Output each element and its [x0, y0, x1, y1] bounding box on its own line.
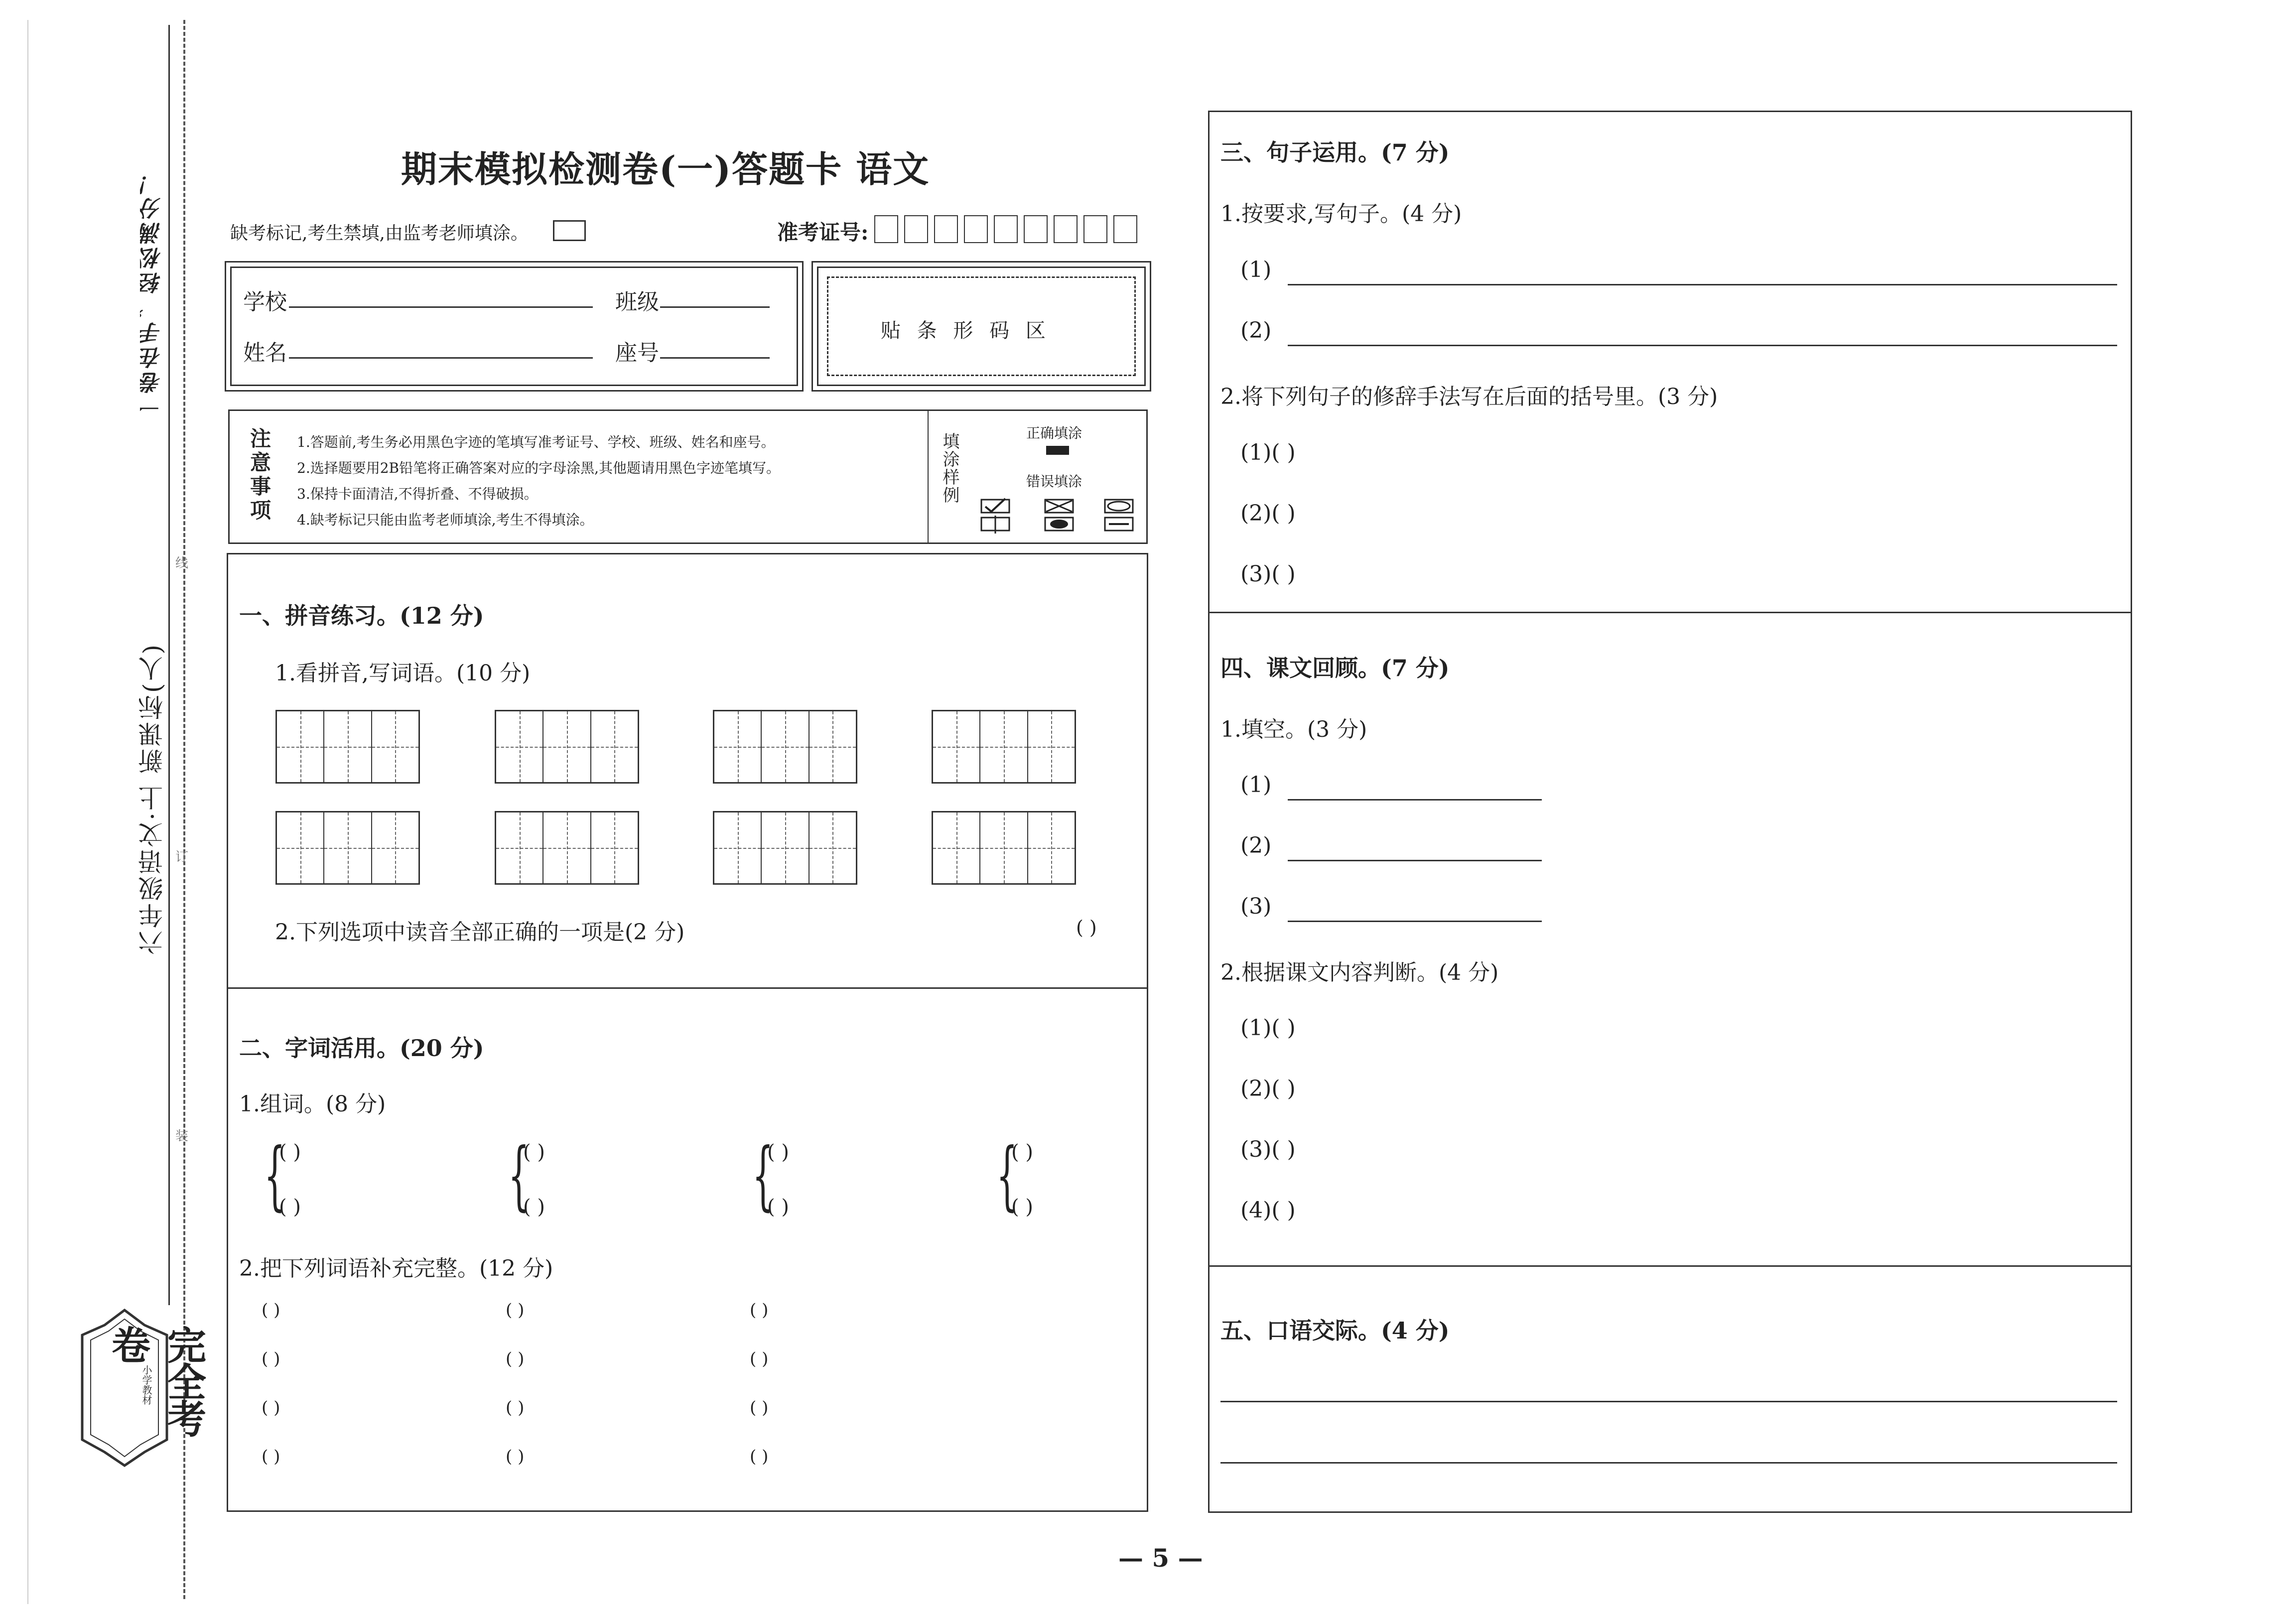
absent-mark-box[interactable] — [553, 220, 586, 241]
section4-q1-item2-line[interactable] — [1288, 860, 1542, 861]
name-field[interactable] — [289, 357, 593, 359]
exam-id-label: 准考证号: — [777, 220, 869, 245]
name-label: 姓名 — [243, 340, 287, 366]
section5-line-1[interactable] — [1220, 1401, 2117, 1402]
book-info: 六年级语文·上 新课标(人) — [138, 643, 167, 955]
fill-blank[interactable]: ( ) — [750, 1398, 769, 1418]
word-group[interactable]: { ( ) ( ) — [264, 1132, 301, 1219]
section-divider-3 — [1208, 1265, 2132, 1267]
fill-blank[interactable]: ( ) — [506, 1447, 525, 1467]
student-info-box — [230, 267, 798, 386]
section4-q1-item2-label: (2) — [1240, 833, 1272, 858]
section3-q2: 2.将下列句子的修辞手法写在后面的括号里。(3 分) — [1220, 384, 1718, 409]
correct-sample-mark — [1046, 446, 1069, 455]
fill-blank[interactable]: ( ) — [506, 1398, 525, 1418]
notice-divider — [928, 409, 929, 544]
section4-q2: 2.根据课文内容判断。(4 分) — [1220, 960, 1499, 985]
word-group[interactable]: { ( ) ( ) — [996, 1132, 1033, 1219]
fill-blank[interactable]: ( ) — [262, 1447, 280, 1467]
section3-title: 三、句子运用。(7 分) — [1220, 139, 1450, 166]
section1-q2-answer[interactable]: ( ) — [1076, 917, 1097, 939]
notice-title: 注意事项 — [247, 427, 271, 523]
sample-title: 填涂样例 — [940, 432, 959, 504]
section4-q1-item3-label: (3) — [1240, 894, 1272, 919]
pinyin-grid[interactable] — [713, 811, 857, 885]
section3-q2-item2[interactable]: (2)( ) — [1240, 501, 1296, 526]
section3-q1-item1-line[interactable] — [1288, 284, 2117, 285]
page-number: — 5 — — [1118, 1543, 1203, 1573]
word-group[interactable]: { ( ) ( ) — [508, 1132, 545, 1219]
section4-q1: 1.填空。(3 分) — [1220, 717, 1367, 742]
section2-q2: 2.把下列词语补充完整。(12 分) — [239, 1256, 553, 1281]
section4-q2-item2[interactable]: (2)( ) — [1240, 1076, 1296, 1101]
exam-id-cells[interactable] — [874, 215, 1143, 243]
pinyin-grid[interactable] — [932, 710, 1076, 784]
brand-logo — [75, 1305, 206, 1470]
page-title: 期末模拟检测卷(一)答题卡 语文 — [401, 148, 930, 190]
section4-q1-item1-label: (1) — [1240, 772, 1272, 798]
section3-q1-item1-label: (1) — [1240, 257, 1272, 282]
section4-q2-item4[interactable]: (4)( ) — [1240, 1198, 1296, 1223]
notice-item-4: 4.缺考标记只能由监考老师填涂,考生不得填涂。 — [297, 512, 594, 528]
fill-blank[interactable]: ( ) — [750, 1349, 769, 1369]
brand-main-text: 完全考卷 — [105, 1325, 206, 1436]
section-divider-1 — [227, 987, 1148, 989]
seat-label: 座号 — [615, 340, 659, 366]
cut-mark-line: 线 — [175, 556, 189, 571]
barcode-label: 贴 条 形 码 区 — [881, 319, 1051, 342]
pinyin-grid[interactable] — [713, 710, 857, 784]
fill-blank[interactable]: ( ) — [506, 1349, 525, 1369]
wrong-sample-marks — [980, 496, 1140, 536]
word-group[interactable]: { ( ) ( ) — [752, 1132, 789, 1219]
section3-q1: 1.按要求,写句子。(4 分) — [1220, 201, 1462, 227]
section3-q1-item2-line[interactable] — [1288, 345, 2117, 346]
notice-item-2: 2.选择题要用2B铅笔将正确答案对应的字母涂黑,其他题请用黑色字迹笔填写。 — [297, 460, 781, 476]
section4-title: 四、课文回顾。(7 分) — [1220, 655, 1450, 681]
fill-blank[interactable]: ( ) — [262, 1398, 280, 1418]
section-divider-2 — [1208, 612, 2132, 613]
section4-q1-item3-line[interactable] — [1288, 921, 1542, 922]
pinyin-grid[interactable] — [275, 811, 420, 885]
section4-q1-item1-line[interactable] — [1288, 799, 1542, 801]
slogan: 一卷在手，轻松满分！ — [140, 169, 165, 418]
cut-mark-bind: 装 — [175, 1129, 189, 1144]
correct-label: 正确填涂 — [1026, 425, 1082, 441]
notice-item-1: 1.答题前,考生务必用黑色字迹的笔填写准考证号、学校、班级、姓名和座号。 — [297, 434, 775, 450]
fill-blank[interactable]: ( ) — [262, 1349, 280, 1369]
fill-blank[interactable]: ( ) — [750, 1447, 769, 1467]
fill-blank[interactable]: ( ) — [506, 1300, 525, 1320]
section5-title: 五、口语交际。(4 分) — [1220, 1317, 1450, 1344]
pinyin-grid[interactable] — [495, 710, 639, 784]
section2-title: 二、字词活用。(20 分) — [239, 1035, 484, 1062]
absent-note: 缺考标记,考生禁填,由监考老师填涂。 — [230, 223, 529, 244]
section1-q2: 2.下列选项中读音全部正确的一项是(2 分) — [275, 920, 685, 945]
pinyin-grid[interactable] — [495, 811, 639, 885]
class-field[interactable] — [660, 306, 770, 308]
seat-field[interactable] — [660, 357, 770, 359]
margin-rule-outer — [27, 20, 28, 1604]
section3-q2-item1[interactable]: (1)( ) — [1240, 440, 1296, 465]
pinyin-grid[interactable] — [275, 710, 420, 784]
cut-mark-staple: 订 — [175, 850, 189, 865]
section3-q2-item3[interactable]: (3)( ) — [1240, 561, 1296, 587]
wrong-label: 错误填涂 — [1026, 473, 1082, 490]
notice-item-3: 3.保持卡面清洁,不得折叠、不得破损。 — [297, 486, 538, 502]
answer-area-right — [1208, 111, 2132, 1513]
class-label: 班级 — [615, 289, 659, 315]
section2-q1: 1.组词。(8 分) — [239, 1091, 386, 1117]
section3-q1-item2-label: (2) — [1240, 318, 1272, 343]
section1-title: 一、拼音练习。(12 分) — [239, 602, 484, 629]
pinyin-grid[interactable] — [932, 811, 1076, 885]
brand-top-text: 小学教材 — [140, 1365, 152, 1405]
fill-blank[interactable]: ( ) — [262, 1300, 280, 1320]
section4-q2-item1[interactable]: (1)( ) — [1240, 1015, 1296, 1041]
school-field[interactable] — [289, 306, 593, 308]
section1-q1: 1.看拼音,写词语。(10 分) — [275, 661, 531, 686]
section5-line-2[interactable] — [1220, 1462, 2117, 1464]
fill-blank[interactable]: ( ) — [750, 1300, 769, 1320]
school-label: 学校 — [243, 289, 287, 315]
section4-q2-item3[interactable]: (3)( ) — [1240, 1137, 1296, 1162]
